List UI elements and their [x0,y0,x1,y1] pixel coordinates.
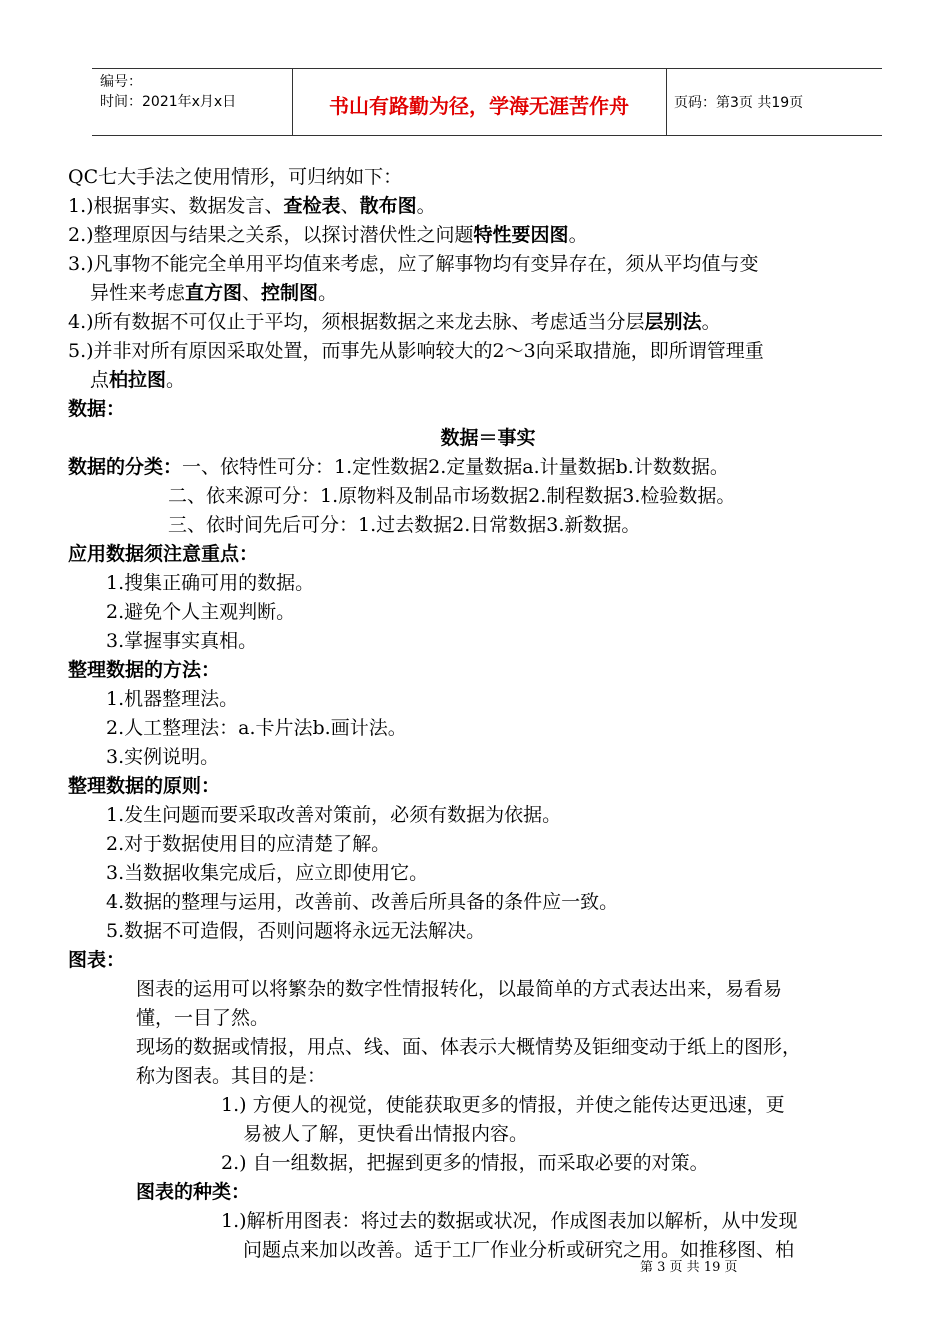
list-item: 2.避免个人主观判断。 [106,601,296,623]
page-header [92,68,882,136]
header-meta [100,72,236,112]
list-item-continuation: 异性来考虑直方图、控制图。 [90,282,338,304]
paragraph-line: 图表的运用可以将繁杂的数字性情报转化，以最简单的方式表达出来，易看易 [136,978,783,1000]
list-item: 2.)整理原因与结果之关系，以探讨潜伏性之问题特性要因图。 [68,224,588,246]
header-motto: 书山有路勤为径，学海无涯苦作舟 [329,94,629,118]
header-bottom-rule [92,135,882,136]
doc-number: 编号： [100,74,142,90]
list-item: 2.对于数据使用目的应清楚了解。 [106,833,391,855]
list-item: 1.)根据事实、数据发言、查检表、散布图。 [68,195,436,217]
list-item: 2.人工整理法：a.卡片法b.画计法。 [106,717,407,739]
list-item: 3.掌握事实真相。 [106,630,258,652]
list-item-continuation: 易被人了解，更快看出情报内容。 [243,1123,529,1145]
classification-line: 三、依时间先后可分：1.过去数据2.日常数据3.新数据。 [168,514,641,536]
list-item: 1.) 方便人的视觉，使能获取更多的情报，并使之能传达更迅速，更 [221,1094,785,1116]
intro-line: QC七大手法之使用情形，可归纳如下： [68,166,403,188]
list-item: 1.机器整理法。 [106,688,239,710]
section-heading: 图表： [68,949,126,971]
list-item: 1.)解析用图表：将过去的数据或状况，作成图表加以解析，从中发现 [221,1210,798,1232]
list-item: 1.发生问题而要采取改善对策前，必须有数据为依据。 [106,804,562,826]
subsection-heading: 图表的种类： [136,1181,251,1203]
list-item: 2.) 自一组数据，把握到更多的情报，而采取必要的对策。 [221,1152,709,1174]
list-item: 3.当数据收集完成后，应立即使用它。 [106,862,429,884]
list-item-continuation: 点柏拉图。 [90,369,186,391]
paragraph-line: 现场的数据或情报，用点、线、面、体表示大概情势及钜细变动于纸上的图形， [136,1036,802,1058]
paragraph-line: 称为图表。其目的是： [136,1065,327,1087]
list-item: 1.搜集正确可用的数据。 [106,572,315,594]
page-footer: 第 3 页 共 19 页 [640,1260,738,1275]
header-divider [666,68,667,136]
classification-line: 二、依来源可分：1.原物料及制品市场数据2.制程数据3.检验数据。 [168,485,736,507]
list-item: 3.)凡事物不能完全单用平均值来考虑，应了解事物均有变异存在，须从平均值与变 [68,253,759,275]
document-body [68,163,908,1265]
list-item: 4.)所有数据不可仅止于平均，须根据数据之来龙去脉、考虑适当分层层别法。 [68,311,721,333]
section-heading: 应用数据须注意重点： [68,543,259,565]
header-top-rule [92,68,882,69]
classification-line: 数据的分类：一、依特性可分：1.定性数据2.定量数据a.计量数据b.计数数据。 [68,456,729,478]
section-heading: 整理数据的原则： [68,775,221,797]
doc-time: 时间：2021年x月x日 [100,94,237,110]
list-item: 5.数据不可造假，否则问题将永远无法解决。 [106,920,486,942]
header-page-number: 页码：第3页 共19页 [674,95,804,111]
section-heading: 整理数据的方法： [68,659,221,681]
paragraph-line: 懂，一目了然。 [136,1007,270,1029]
list-item-continuation: 问题点来加以改善。适于工厂作业分析或研究之用。如推移图、柏 [243,1239,795,1261]
list-item: 4.数据的整理与运用，改善前、改善后所具备的条件应一致。 [106,891,619,913]
centered-statement: 数据＝事实 [440,427,536,449]
list-item: 5.)并非对所有原因采取处置，而事先从影响较大的2～3向采取措施，即所谓管理重 [68,340,764,362]
list-item: 3.实例说明。 [106,746,220,768]
section-heading: 数据： [68,398,126,420]
